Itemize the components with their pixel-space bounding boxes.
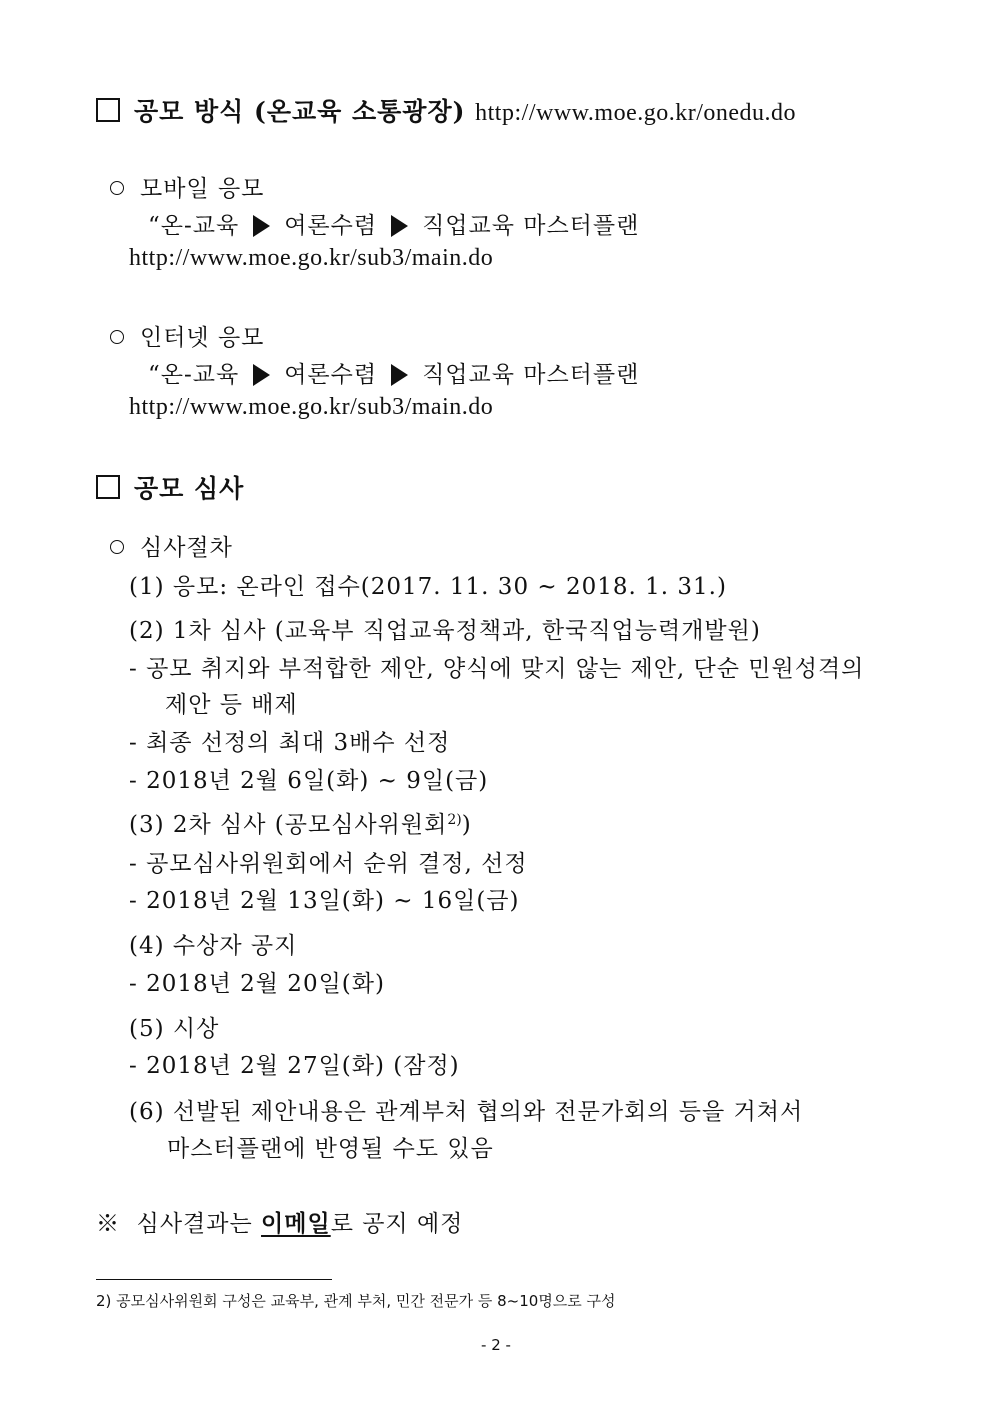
- mobile-menu-path: [148, 207, 639, 240]
- circle-bullet-icon: [110, 330, 124, 344]
- footnote: 2) 공모심사위원회 구성은 교육부, 관계 부처, 민간 전문가 등 8~10명으로 구성: [96, 1292, 616, 1310]
- path-start: “온-교육: [148, 213, 240, 239]
- onedu-link[interactable]: http://www.moe.go.kr/onedu.do: [475, 100, 797, 126]
- section-title: 공모 방식 (온교육 소통광장): [134, 97, 466, 126]
- mobile-entry-label: 모바일 응모: [140, 176, 265, 202]
- footnote-ref: 2): [447, 812, 462, 828]
- step-4-date: - 2018년 2월 20일(화): [129, 971, 385, 997]
- arrow-right-icon: [391, 364, 408, 386]
- circle-bullet-icon: [110, 540, 124, 554]
- arrow-right-icon: [253, 364, 270, 386]
- mobile-url-link[interactable]: http://www.moe.go.kr/sub3/main.do: [129, 245, 494, 271]
- footnote-divider: [96, 1279, 332, 1280]
- reference-mark-icon: ※: [96, 1211, 120, 1237]
- checkbox-square-icon: [96, 475, 120, 499]
- result-notice: [96, 1205, 463, 1238]
- section-heading-method: [96, 92, 796, 128]
- arrow-right-icon: [253, 215, 270, 237]
- internet-entry-label: 인터넷 응모: [140, 325, 265, 351]
- path-end: 직업교육 마스터플랜: [422, 362, 640, 388]
- step-4: (4) 수상자 공지: [129, 933, 298, 959]
- path-mid: 여론수렴: [284, 213, 378, 239]
- internet-entry-heading: [110, 319, 264, 352]
- step-2-detail-cont: 제안 등 배제: [165, 692, 298, 718]
- procedure-label: 심사절차: [140, 535, 233, 561]
- step-3: [129, 806, 472, 839]
- section-title: 공모 심사: [134, 474, 245, 503]
- circle-bullet-icon: [110, 181, 124, 195]
- path-end: 직업교육 마스터플랜: [422, 213, 640, 239]
- internet-menu-path: [148, 356, 639, 389]
- path-mid: 여론수렴: [284, 362, 378, 388]
- section-heading-review: [96, 469, 244, 505]
- step-2-date: - 2018년 2월 6일(화) ~ 9일(금): [129, 768, 489, 794]
- step-6: (6) 선발된 제안내용은 관계부처 협의와 전문가회의 등을 거쳐서: [129, 1099, 804, 1125]
- notice-emphasis: 이메일: [261, 1210, 331, 1237]
- page-number: - 2 -: [481, 1336, 511, 1354]
- step-5: (5) 시상: [129, 1016, 220, 1042]
- notice-pre: 심사결과는: [136, 1211, 253, 1237]
- internet-url-link[interactable]: http://www.moe.go.kr/sub3/main.do: [129, 394, 494, 420]
- step-3-text: (3) 2차 심사 (공모심사위원회: [129, 812, 448, 838]
- arrow-right-icon: [391, 215, 408, 237]
- step-5-date: - 2018년 2월 27일(화) (잠정): [129, 1053, 460, 1079]
- step-3-detail: - 공모심사위원회에서 순위 결정, 선정: [129, 851, 528, 877]
- mobile-entry-heading: [110, 170, 264, 203]
- step-2-detail: - 공모 취지와 부적합한 제안, 양식에 맞지 않는 제안, 단순 민원성격의: [129, 656, 865, 682]
- step-2: (2) 1차 심사 (교육부 직업교육정책과, 한국직업능력개발원): [129, 618, 761, 644]
- checkbox-square-icon: [96, 98, 120, 122]
- step-6-cont: 마스터플랜에 반영될 수도 있음: [167, 1136, 494, 1162]
- step-2-detail: - 최종 선정의 최대 3배수 선정: [129, 730, 451, 756]
- step-1: (1) 응모: 온라인 접수(2017. 11. 30 ~ 2018. 1. 31.): [129, 574, 727, 600]
- notice-post: 로 공지 예정: [330, 1211, 464, 1237]
- procedure-heading: [110, 529, 233, 562]
- path-start: “온-교육: [148, 362, 240, 388]
- step-3-date: - 2018년 2월 13일(화) ~ 16일(금): [129, 888, 520, 914]
- closing-paren: ): [461, 812, 472, 838]
